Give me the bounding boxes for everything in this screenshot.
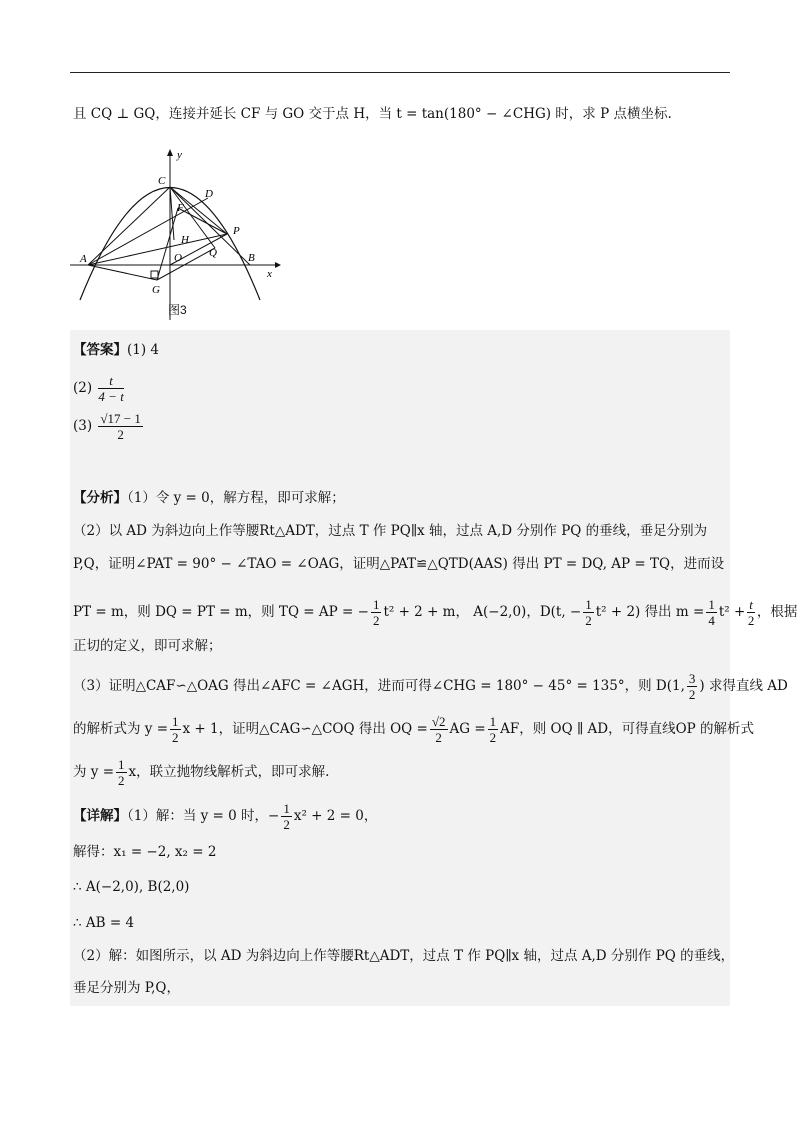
- analysis-p3-l2b: x + 1，证明△CAG∽△COQ 得出 OQ =: [182, 721, 428, 737]
- answer-2-fraction: [98, 373, 123, 404]
- detail-bracket: 【详解】: [73, 808, 127, 824]
- header-rule: [70, 72, 730, 73]
- answer-line-2: [73, 372, 733, 404]
- frac-sqrt2-half: $\frac{√2}{2}$: [431, 714, 446, 745]
- frac-half-1: $\frac{1}{2}$: [372, 597, 380, 628]
- label-G: G: [152, 284, 160, 296]
- line-GQ: [157, 248, 215, 280]
- analysis-p3-l1a: （3）证明△CAF∽△OAG 得出∠AFC = ∠AGH，进而可得∠CHG = 180° − 45° = 135°，则 D(1,: [73, 678, 685, 694]
- analysis-p2-l3: [73, 596, 798, 628]
- answer-3-fraction: [98, 411, 142, 442]
- analysis-p3-l2a: 的解析式为 y =: [73, 721, 169, 737]
- label-B: B: [248, 252, 255, 264]
- detail-line-3: ∴ A(−2,0), B(2,0): [73, 879, 190, 895]
- detail-d1b: x² + 2 = 0，: [293, 808, 378, 824]
- line-AG: [88, 265, 157, 280]
- label-D: D: [205, 188, 213, 200]
- answer-bracket: 【答案】: [73, 342, 127, 358]
- analysis-p3-l2: [73, 713, 755, 745]
- analysis-p2-l3a: PT = m，则 DQ = PT = m，则 TQ = AP = −: [73, 604, 369, 620]
- frac-half-6: $\frac{1}{2}$: [283, 801, 290, 832]
- analysis-p2-l3e: ，根据: [756, 604, 798, 620]
- right-angle-mark: [151, 271, 158, 278]
- analysis-p2-l3d: t² +: [718, 604, 746, 620]
- analysis-p2-l4: 正切的定义，即可求解；: [73, 638, 222, 654]
- frac-three-half: $\frac{3}{2}$: [688, 671, 696, 702]
- frac-half-2: $\frac{1}{2}$: [585, 597, 592, 628]
- answer-line-3: [73, 410, 733, 442]
- y-axis-arrow: [167, 149, 173, 156]
- detail-d1a: （1）解：当 y = 0 时，−: [127, 808, 280, 824]
- label-O: O: [174, 252, 182, 264]
- analysis-p2-l3b: t² + 2 + m， A(−2,0)，D(t, −: [383, 604, 582, 620]
- label-y: y: [177, 149, 182, 161]
- frac-half-4: $\frac{1}{2}$: [489, 714, 497, 745]
- answer-2-num: t: [98, 373, 123, 389]
- answer-2-den: 4 − t: [98, 389, 124, 404]
- label-P: P: [233, 225, 240, 237]
- label-Q: Q: [209, 247, 217, 259]
- detail-line-2: 解得：x₁ = −2, x₂ = 2: [73, 844, 217, 860]
- analysis-p2-l1: （2）以 AD 为斜边向上作等腰Rt△ADT，过点 T 作 PQ∥x 轴，过点 A,D 分别作 PQ 的垂线，垂足分别为: [73, 523, 708, 539]
- answer-1: (1) 4: [127, 342, 160, 358]
- geometry-figure: [70, 140, 285, 325]
- label-F: F: [177, 202, 184, 214]
- analysis-p1: （1）令 y = 0，解方程，即可求解；: [127, 490, 345, 506]
- analysis-p3-l3b: x，联立抛物线解析式，即可求解.: [128, 764, 330, 780]
- frac-half-3: $\frac{1}{2}$: [172, 714, 179, 745]
- frac-half-5: $\frac{1}{2}$: [118, 757, 125, 788]
- answer-line-1: [73, 340, 733, 360]
- detail-line-4: ∴ AB = 4: [73, 915, 135, 931]
- detail-line-1: [73, 800, 733, 832]
- label-H: H: [181, 234, 189, 246]
- analysis-line-1: [73, 488, 733, 508]
- x-axis-arrow: [275, 262, 281, 268]
- analysis-bracket: 【分析】: [73, 490, 127, 506]
- analysis-p2-l3c: t² + 2) 得出 m =: [595, 604, 705, 620]
- detail-line-5: （2）解：如图所示，以 AD 为斜边向上作等腰Rt△ADT，过点 T 作 PQ∥x 轴，过点 A,D 分别作 PQ 的垂线，: [73, 948, 735, 964]
- frac-t-half: $\frac{t}{2}$: [747, 597, 755, 628]
- answer-3-den: 2: [117, 427, 124, 442]
- label-x: x: [267, 268, 272, 280]
- answer-2-label: (2): [73, 380, 93, 396]
- analysis-p3-l1: [73, 670, 788, 702]
- line-GF: [157, 208, 178, 280]
- label-C: C: [158, 175, 166, 187]
- answer-3-num: √17 − 1: [100, 411, 141, 426]
- analysis-p3-l2d: AF，则 OQ ∥ AD，可得直线OP 的解析式: [500, 721, 755, 737]
- frac-quarter: $\frac{1}{4}$: [708, 597, 715, 628]
- label-A: A: [80, 253, 87, 265]
- question-tail: 且 CQ ⊥ GQ，连接并延长 CF 与 GO 交于点 H，当 t = tan(180° − ∠CHG) 时，求 P 点横坐标.: [73, 106, 672, 122]
- answer-3-label: (3): [73, 418, 93, 434]
- analysis-p3-l3a: 为 y =: [73, 764, 115, 780]
- analysis-p3-l1b: ) 求得直线 AD: [699, 678, 788, 694]
- figure-caption: 图3: [168, 303, 187, 317]
- analysis-p2-l2: P,Q，证明∠PAT = 90° − ∠TAO = ∠OAG，证明△PAT≌△QTD(AAS) 得出 PT = DQ, AP = TQ，进而设: [73, 556, 725, 572]
- analysis-p3-l3: [73, 756, 733, 788]
- analysis-p3-l2c: AG =: [449, 721, 486, 737]
- detail-line-6: 垂足分别为 P,Q，: [73, 980, 180, 996]
